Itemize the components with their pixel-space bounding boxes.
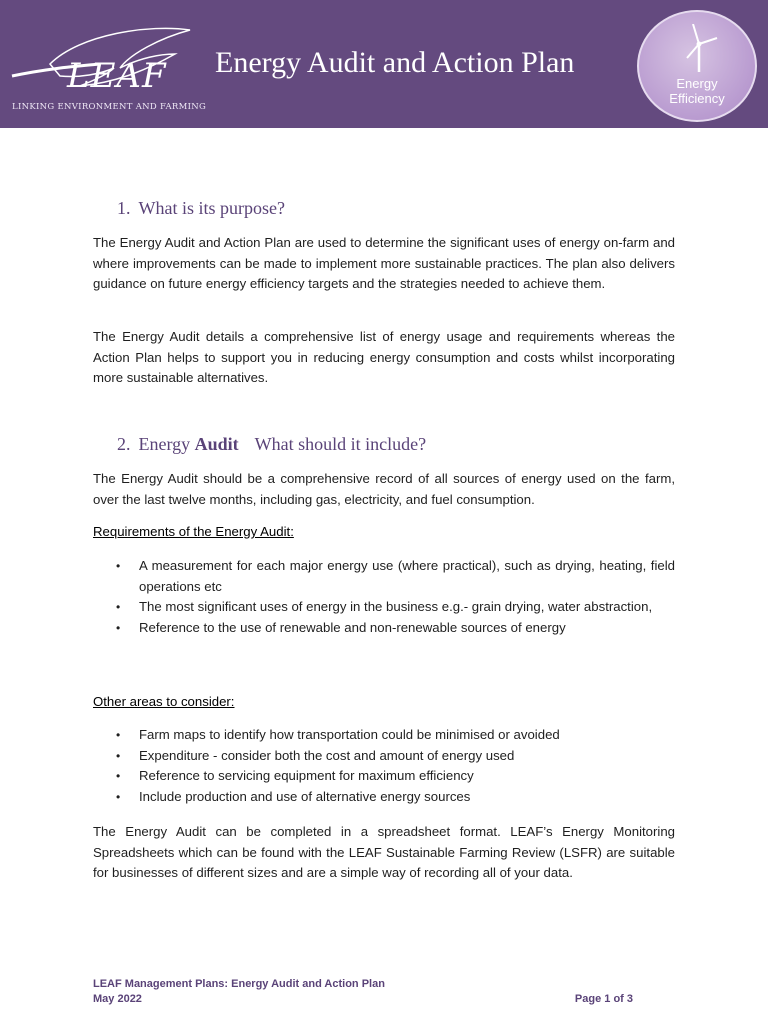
energy-efficiency-badge bbox=[637, 10, 757, 122]
logo-tagline: LINKING ENVIRONMENT AND FARMING bbox=[12, 102, 207, 112]
badge-line-2: Efficiency bbox=[669, 91, 725, 106]
header-banner bbox=[0, 0, 768, 128]
list-item: • Reference to servicing equipment for maximum efficiency bbox=[116, 768, 474, 783]
leaf-logo bbox=[10, 24, 207, 116]
section-1-title: What is its purpose? bbox=[138, 198, 285, 218]
requirements-list bbox=[93, 556, 675, 638]
section-2-number: 2. bbox=[117, 434, 131, 454]
list-item: • Farm maps to identify how transportation could be minimised or avoided bbox=[116, 727, 560, 742]
list-item: • Expenditure - consider both the cost and amount of energy used bbox=[116, 747, 515, 763]
logo-wordmark: LEAF bbox=[67, 56, 167, 96]
section-2-paragraph-1: The Energy Audit should be a comprehensive record of all sources of energy used on the farm, over the last twelve months, including gas, electricity, and fuel consumption. bbox=[93, 471, 675, 507]
footer-doc-title: LEAF Management Plans: Energy Audit and Action Plan bbox=[93, 978, 385, 990]
section-2-title-c: What should it include? bbox=[254, 434, 427, 454]
section-1-heading bbox=[117, 198, 285, 219]
page-number: Page 1 of 3 bbox=[574, 993, 633, 1005]
section-2-heading bbox=[117, 434, 426, 455]
list-item: • The most significant uses of energy in the business e.g.- grain drying, water abstraction, bbox=[116, 599, 653, 614]
section-1-number: 1. bbox=[117, 198, 131, 218]
list-item: • Reference to the use of renewable and non-renewable sources of energy bbox=[116, 619, 566, 635]
badge-line-1: Energy bbox=[676, 76, 718, 91]
other-areas-subheading: Other areas to consider: bbox=[93, 694, 235, 709]
page-title: Energy Audit and Action Plan bbox=[215, 46, 575, 79]
section-1-paragraph-2: The Energy Audit details a comprehensive list of energy usage and requirements whereas the Action Plan helps to support you in reducing energy consumption and costs whilst incorporating more sustainable alternatives. bbox=[93, 329, 675, 385]
list-item: • A measurement for each major energy use (where practical), such as drying, heating, field operations etc bbox=[116, 558, 675, 594]
section-2-title-b: Audit bbox=[194, 434, 239, 454]
footer-date: May 2022 bbox=[93, 993, 142, 1005]
wind-turbine-icon bbox=[675, 24, 721, 72]
section-1-paragraph-1: The Energy Audit and Action Plan are used to determine the significant uses of energy on-farm and where improvements can be made to implement more sustainable practices. The plan also delivers guidance on future energy efficiency targets and the strategies needed to achieve them. bbox=[93, 235, 675, 291]
closing-paragraph: The Energy Audit can be completed in a spreadsheet format. LEAF’s Energy Monitoring Spreadsheets which can be found with the LEAF Sustainable Farming Review (LSFR) are suitable for businesses of different sizes and are a simple way of recording all of your data. bbox=[93, 824, 675, 880]
requirements-subheading: Requirements of the Energy Audit: bbox=[93, 524, 294, 539]
page-footer bbox=[93, 977, 675, 1007]
section-2-title-a: Energy bbox=[138, 434, 195, 454]
list-item: • Include production and use of alternative energy sources bbox=[116, 788, 471, 804]
other-areas-list bbox=[93, 725, 675, 807]
